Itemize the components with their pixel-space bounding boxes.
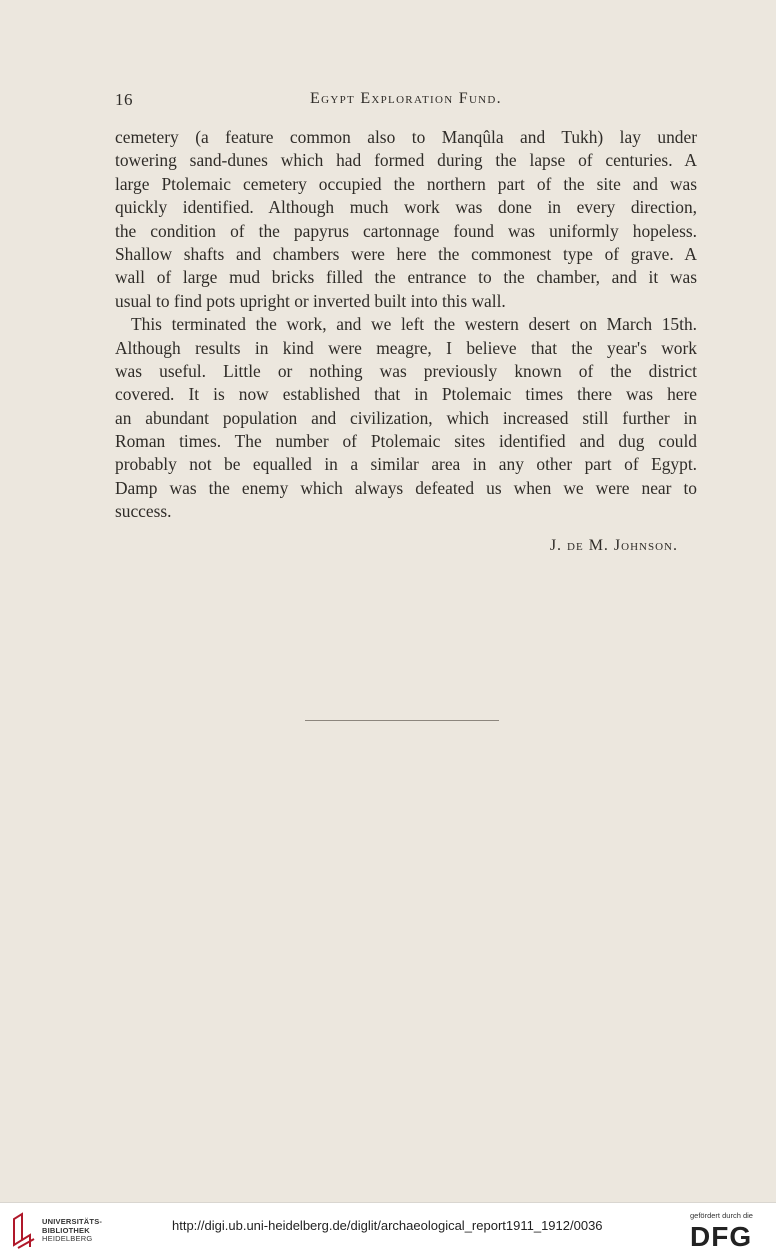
text-line: Although results in kind were meagre, I believe that the year's work: [115, 337, 697, 358]
page-header: [115, 90, 697, 116]
text-line: large Ptolemaic cemetery occupied the northern part of the site and was: [115, 173, 697, 194]
source-url-link[interactable]: http://digi.ub.uni-heidelberg.de/diglit/archaeological_report1911_1912/0036: [172, 1218, 603, 1233]
library-logo-icon: [8, 1211, 38, 1251]
funding-caption: gefördert durch die: [690, 1211, 753, 1220]
text-line: an abundant population and civilization, which increased still further in: [115, 407, 697, 428]
page-number: 16: [115, 90, 133, 109]
text-line: Damp was the enemy which always defeated us when we were near to: [115, 477, 697, 498]
text-line: the condition of the papyrus cartonnage found was uniformly hopeless.: [115, 220, 697, 241]
library-name-line: BIBLIOTHEK: [42, 1225, 90, 1235]
section-rule: [305, 720, 499, 721]
body-text: [115, 126, 697, 524]
dfg-logo: DFG: [690, 1221, 753, 1252]
text-line: probably not be equalled in a similar area in any other part of Egypt.: [115, 454, 697, 475]
text-line: success.: [115, 501, 172, 522]
text-line: usual to find pots upright or inverted built into this wall.: [115, 290, 506, 311]
text-line: wall of large mud bricks filled the entrance to the chamber, and it was: [115, 267, 697, 288]
text-line: covered. It is now established that in Ptolemaic times there was here: [115, 384, 697, 405]
text-line: Roman times. The number of Ptolemaic sites identified and dug could: [115, 431, 697, 452]
library-name-line: UNIVERSITÄTS-: [42, 1217, 103, 1226]
text-line: towering sand-dunes which had formed during the lapse of centuries. A: [115, 150, 697, 171]
library-name: [42, 1218, 102, 1244]
text-line: was useful. Little or nothing was previously known of the district: [115, 360, 697, 381]
text-line: Shallow shafts and chambers were here the commonest type of grave. A: [115, 243, 697, 264]
running-title: Egypt Exploration Fund.: [310, 90, 502, 107]
text-line: This terminated the work, and we left the western desert on March 15th.: [131, 314, 697, 335]
library-name-line: HEIDELBERG: [42, 1234, 93, 1243]
paragraph-2: [115, 313, 697, 524]
text-line: quickly identified. Although much work was done in every direction,: [115, 197, 697, 218]
text-line: cemetery (a feature common also to Manqûla and Tukh) lay under: [115, 127, 697, 147]
author-signature: J. de M. Johnson.: [549, 537, 678, 554]
viewer-footer: [0, 1202, 776, 1259]
paragraph-1: [115, 126, 697, 313]
